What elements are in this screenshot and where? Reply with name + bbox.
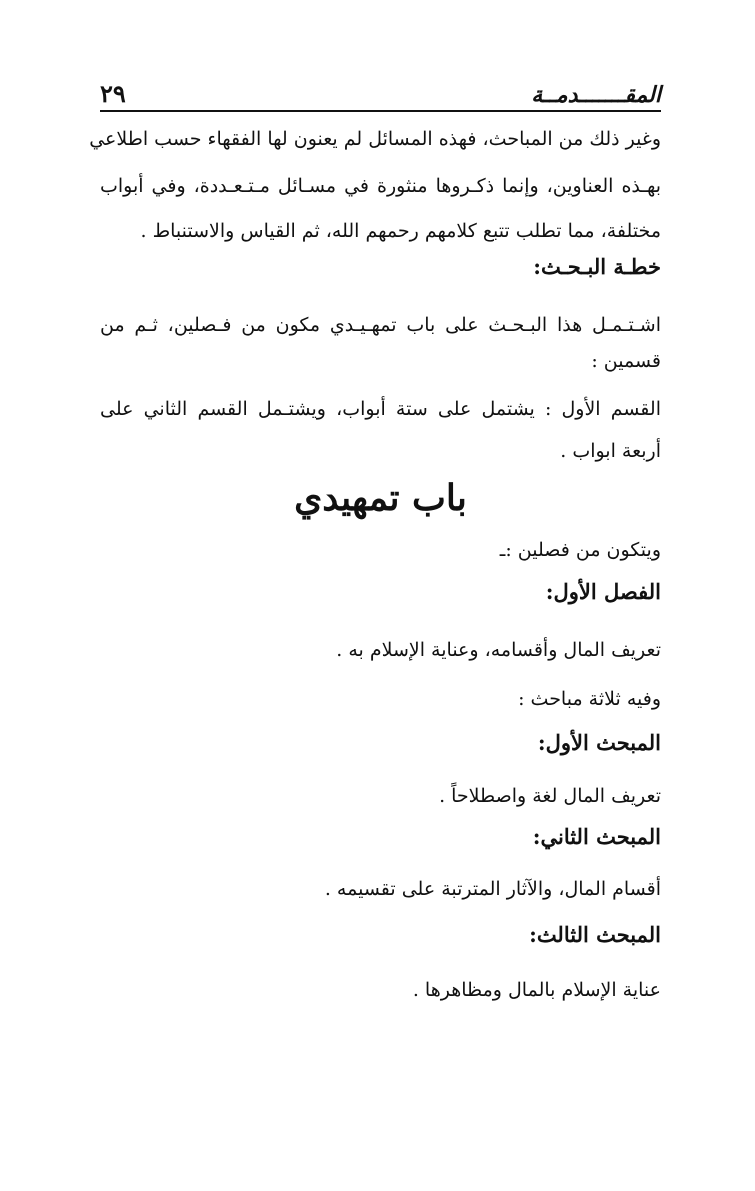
chapter1-heading: الفصل الأول: — [545, 579, 661, 604]
chapter1-description: تعريف المال وأقسامه، وعناية الإسلام به . — [336, 639, 661, 661]
topic-description: أقسام المال، والآثار المترتبة على تقسيمه . — [324, 878, 661, 900]
topic-heading: المبحث الأول: — [537, 730, 661, 755]
body-line: مختلفة، مما تطلب تتبع كلامهم رحمهم الله، ثم القياس والاستنباط . — [140, 220, 661, 242]
topic-description: تعريف المال لغة واصطلاحاً . — [439, 785, 661, 807]
topic-heading: المبحث الثالث: — [529, 922, 661, 947]
body-line: وغير ذلك من المباحث، فهذه المسائل لم يعنون لها الفقهاء حسب اطلاعي — [89, 128, 661, 150]
chapter-subtitle: ويتكون من فصلين :ـ — [499, 539, 661, 561]
body-line: اشـتـمـل هذا البـحـث على باب تمهـيـدي مكون من فـصلين، ثـم من — [100, 314, 661, 336]
topic-heading: المبحث الثاني: — [532, 824, 661, 849]
running-title: المقـــــــدمــة — [531, 82, 661, 108]
section-heading: خطـة البـحـث: — [533, 254, 661, 279]
chapter1-note: وفيه ثلاثة مباحث : — [518, 688, 661, 710]
topic-description: عناية الإسلام بالمال ومظاهرها . — [412, 979, 661, 1001]
page-header — [100, 76, 661, 112]
chapter-title: باب تمهيدي — [294, 477, 467, 519]
page-number: ٢٩ — [100, 79, 126, 108]
body-line: قسمين : — [591, 350, 661, 372]
body-line: بهـذه العناوين، وإنما ذكـروها منثورة في مسـائل مـتـعـددة، وفي أبواب — [100, 175, 661, 197]
body-line: القسم الأول : يشتمل على ستة أبواب، ويشتـمل القسم الثاني على — [100, 398, 661, 420]
body-line: أربعة ابواب . — [560, 440, 661, 462]
